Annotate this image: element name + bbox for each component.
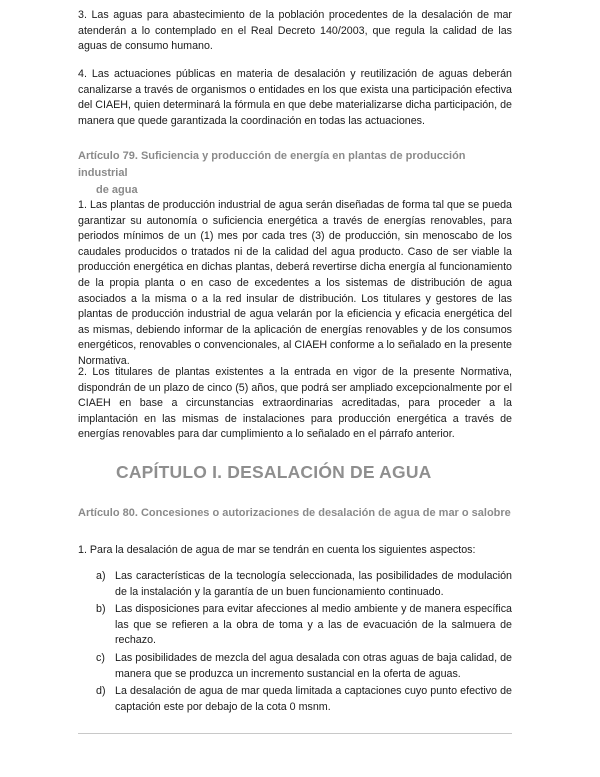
- article-79-title-line2: de agua: [96, 184, 138, 196]
- article-79-paragraph-2: 2. Los titulares de plantas existentes a la entrada en vigor de la presente Normativa, dispondrán de un plazo de cinco (5) años, que podrá ser ampliado excepcionalmente por el CIAEH en base a circunstancias extraordinarias acreditadas, para proceder a la implantación en las mismas de instalaciones para producción energética a través de energías renovables para dar cumplimiento a lo señalado en el párrafo anterior.: [78, 366, 512, 441]
- list-item-letter: a): [96, 570, 106, 582]
- paragraph-4: 4. Las actuaciones públicas en materia de desalación y reutilización de aguas deberán canalizarse a través de organismos o entidades en los que exista una participación efectiva del CIAEH, quien determinará la fórmula en que debe materializarse dicha participación, de manera que quede garantizada la coordinación en todas las actuaciones.: [78, 68, 512, 127]
- article-80-heading: Artículo 80. Concesiones o autorizaciones de desalación de agua de mar o salobre: [78, 507, 511, 519]
- list-item-text: La desalación de agua de mar queda limitada a captaciones cuyo punto efectivo de captación este por debajo de la cota 0 msnm.: [115, 685, 512, 713]
- list-item: [96, 602, 512, 649]
- article-80-paragraph-1: 1. Para la desalación de agua de mar se tendrán en cuenta los siguientes aspectos:: [78, 544, 476, 556]
- article-79-paragraph-1: 1. Las plantas de producción industrial de agua serán diseñadas de forma tal que se pueda garantizar su autonomía o suficiencia energética a través de energías renovables, para periodos mínimos de un (1) mes por cada tres (3) de producción, sin menoscabo de los caudales producidos o tratados ni de la calidad del agua producto. Caso de ser viable la producción energética en dichas plantas, deberá revertirse dicha energía al funcionamiento de la propia planta o en caso de excedentes a los sistemas de distribución de agua asociados a la misma o a la red insular de distribución. Los titulares y gestores de las plantas de producción industrial de agua velarán por la eficiencia y eficacia energética del as mismas, debiendo informar de la aplicación de energías renovables y de los consumos energéticos, renovables o convencionales, al CIAEH conforme a lo señalado en la presente Normativa.: [78, 199, 512, 367]
- chapter-title: CAPÍTULO I. DESALACIÓN DE AGUA: [116, 462, 432, 482]
- list-item-letter: d): [96, 685, 106, 698]
- list-item-letter: c): [96, 651, 105, 664]
- article-79-title-line1: Artículo 79. Suficiencia y producción de energía en plantas de producción industrial: [78, 150, 466, 179]
- list-item: [96, 569, 512, 600]
- list-item-text: Las posibilidades de mezcla del agua desalada con otras aguas de baja calidad, de manera que se produzca un incremento sustancial en la oferta de aguas.: [115, 651, 512, 680]
- article-79-heading: [78, 148, 518, 199]
- aspects-list: [96, 569, 512, 717]
- list-item-text: Las disposiciones para evitar afecciones al medio ambiente y de manera específica las que se refieren a la obra de toma y a las de evacuación de la salmuera de rechazo.: [115, 603, 512, 647]
- footer-divider: [78, 733, 512, 734]
- list-item-text: Las características de la tecnología seleccionada, las posibilidades de modulación de la instalación y la garantía de un buen funcionamiento continuado.: [115, 570, 512, 598]
- list-item: [96, 651, 512, 682]
- paragraph-3: 3. Las aguas para abastecimiento de la población procedentes de la desalación de mar atenderán a lo contemplado en el Real Decreto 140/2003, que regula la calidad de las aguas de consumo humano.: [78, 9, 512, 53]
- list-item: [96, 684, 512, 715]
- list-item-letter: b): [96, 603, 106, 616]
